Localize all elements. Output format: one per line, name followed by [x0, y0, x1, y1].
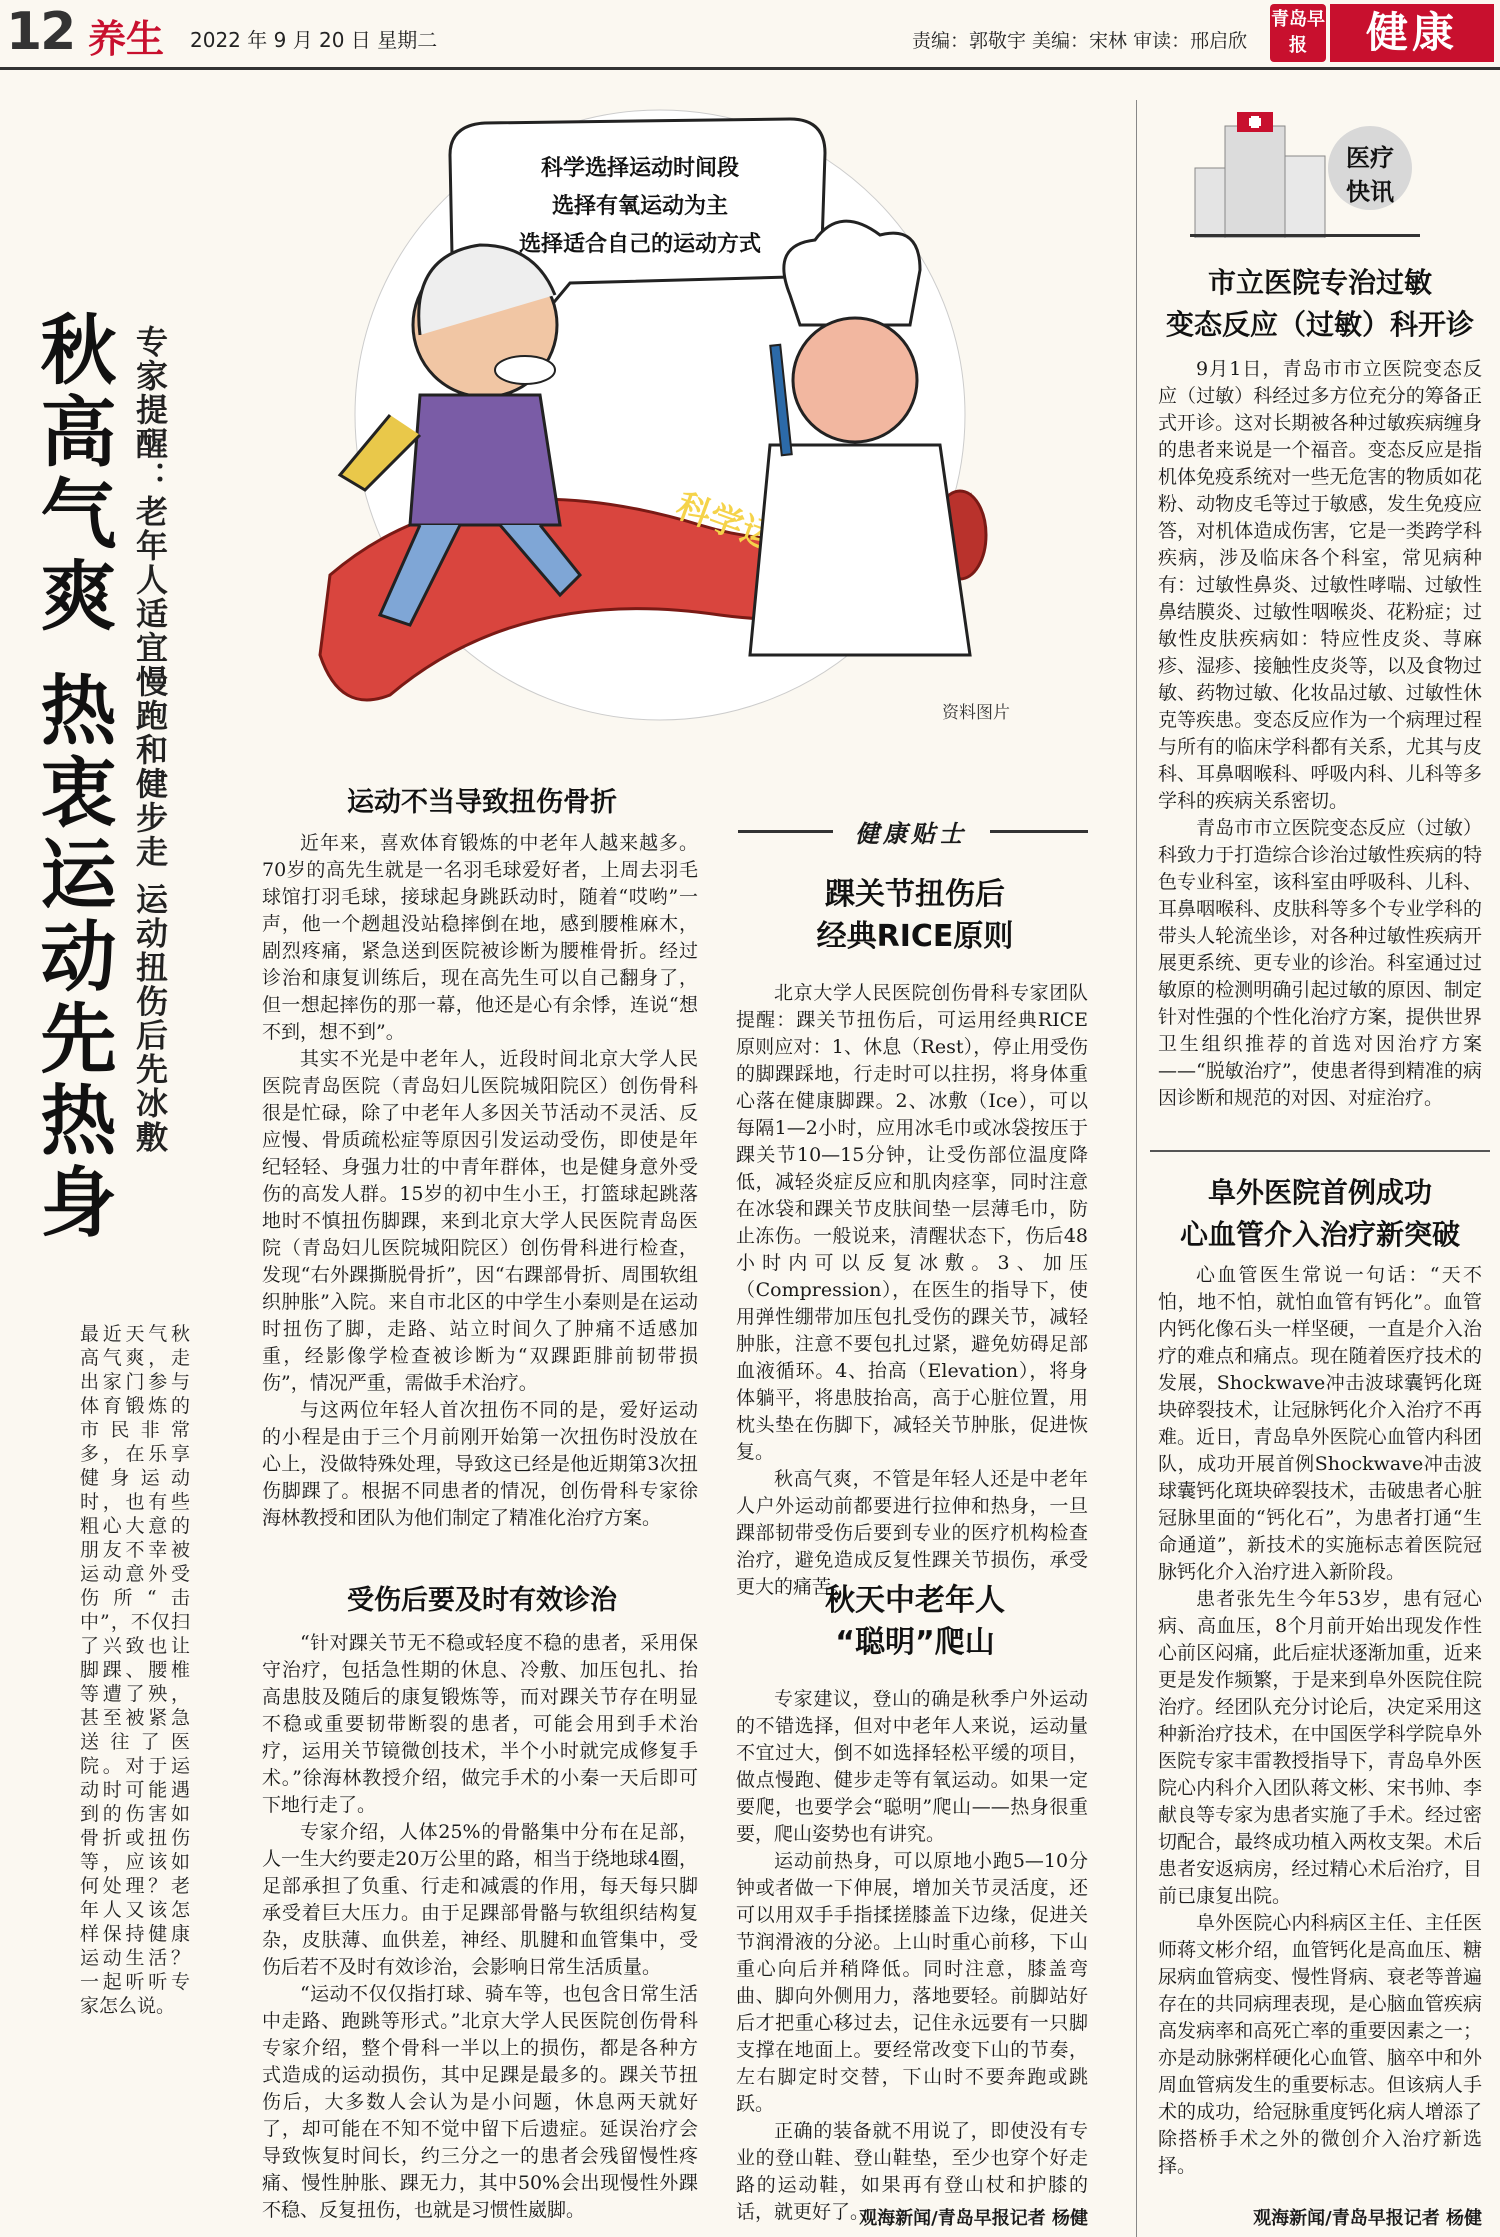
section-name: 养生 — [88, 17, 165, 61]
paragraph: 近年来，喜欢体育锻炼的中老年人越来越多。70岁的高先生就是一名羽毛球爱好者，上周去羽毛球馆打羽毛球，接球起身跳跃动时，随着“哎哟”一声，他一个趔趄没站稳摔倒在地，感到腰椎麻木，剧烈疼痛，紧急送到医院被诊断为腰椎骨折。经过诊治和康复训练后，现在高先生可以自己翻身了，但一想起摔伤的那一幕，他还是心有余悸，连说“想不到，想不到”。 — [262, 832, 698, 1043]
news1-heading-line: 市立医院专治过敏 — [1207, 266, 1432, 299]
paragraph: “运动不仅仅指打球、骑车等，也包含日常生活中走路、跑跳等形式。”北京大学人民医院创伤骨科专家介绍，整个骨科一半以上的损伤，都是各种方式造成的运动损伤，其中足踝是最多的。踝关节扭伤后，大多数人会认为是小问题，休息两天就好了，却可能在不知不觉中留下后遗症。延误治疗会导致恢复时间长，约三分之一的患者会残留慢性疼痛、慢性肿胀、踝无力，其中50%会出现慢性外踝不稳、反复扭伤，也就是习惯性崴脚。 — [262, 1983, 698, 2221]
paragraph: 青岛市市立医院变态反应（过敏）科致力于打造综合诊治过敏性疾病的特色专业科室，该科室由呼吸科、儿科、耳鼻咽喉科、皮肤科等多个专业学科的带头人轮流坐诊，对各种过敏性疾病开展更系统、更专业的诊治。科室通过过敏原的检测明确引起过敏的原因、制定针对性强的个性化治疗方案，提供世界卫生组织推荐的首选对因治疗方案——“脱敏治疗”，使患者得到精准的病因诊断和规范的对因、对症治疗。 — [1158, 817, 1482, 1109]
paragraph: 9月1日，青岛市市立医院变态反应（过敏）科经过多方位充分的筹备正式开诊。这对长期被各种过敏疾病缠身的患者来说是一个福音。变态反应是指机体免疫系统对一些无危害的物质如花粉、动物皮毛等过于敏感，发生免疫应答，对机体造成伤害，它是一类跨学科疾病，涉及临床各个科室，常见病种有：过敏性鼻炎、过敏性哮喘、过敏性鼻结膜炎、过敏性咽喉炎、花粉症；过敏性皮肤疾病如：特应性皮炎、荨麻疹、湿疹、接触性皮炎等，以及食物过敏、药物过敏、化妆品过敏、过敏性休克等疾患。变态反应作为一个病理过程与所有的临床学科都有关系，尤其与皮科、耳鼻咽喉科、呼吸内科、儿科等多学科的疾病关系密切。 — [1158, 358, 1482, 812]
tip2-body — [736, 1686, 1088, 2226]
news1-heading — [1145, 262, 1495, 346]
badge-line-2: 快讯 — [1346, 178, 1394, 206]
bubble-line-2: 选择有氧运动为主 — [551, 194, 729, 219]
tip1-heading — [730, 874, 1100, 958]
main-headline: 秋高气爽 热衷运动先热身 — [28, 310, 117, 1245]
doctor-body — [750, 445, 970, 655]
badge-line-1: 医疗 — [1346, 144, 1394, 172]
elderly-man-body — [410, 395, 560, 525]
staff-credits: 责编：郭敬宇 美编：宋林 审读：邢启欣 — [912, 30, 1248, 52]
paragraph: 其实不光是中老年人，近段时间北京大学人民医院青岛医院（青岛妇儿医院城阳院区）创伤骨科很是忙碌，除了中老年人多因关节活动不灵活、反应慢、骨质疏松症等原因引发运动受伤，即使是年纪轻轻、身强力壮的中青年群体，也是健身意外受伤的高发人群。15岁的初中生小王，打篮球起跳落地时不慎扭伤脚踝，来到北京大学人民医院青岛医院（青岛妇儿医院城阳院区）创伤骨科进行检查，发现“右外踝撕脱骨折”，因“右踝部骨折、周围软组织肿胀”入院。来自市北区的中学生小秦则是在运动时扭伤了脚，走路、站立时间久了肿痛不适感加重，经影像学检查被诊断为“双踝距腓前韧带损伤”，情况严重，需做手术治疗。 — [262, 1048, 698, 1394]
paragraph: “针对踝关节无不稳或轻度不稳的患者，采用保守治疗，包括急性期的休息、冷敷、加压包扎、抬高患肢及随后的康复锻炼等，而对踝关节存在明显不稳或重要韧带断裂的患者，可能会用到手术治疗，运用关节镜微创技术，半个小时就完成修复手术。”徐海林教授介绍，做完手术的小秦一天后即可下地行走了。 — [262, 1632, 698, 1816]
tip1-heading-line: 经典RICE原则 — [816, 919, 1014, 954]
paragraph: 正确的装备就不用说了，即使没有专业的登山鞋、登山鞋垫，至少也穿个好走路的运动鞋，如果再有登山杖和护膝的话，就更好了。 — [736, 2120, 1088, 2223]
photo-credit: 资料图片 — [942, 703, 1010, 723]
news1-body — [1158, 356, 1482, 1112]
sub-headline: 专家提醒：老年人适宜慢跑和健步走 运动扭伤后先冰敷 — [131, 325, 169, 1155]
paragraph: 专家建议，登山的确是秋季户外运动的不错选择，但对中老年人来说，运动量不宜过大，倒不如选择轻松平缓的项目，做点慢跑、健步走等有氧运动。如果一定要爬，也要学会“聪明”爬山——热身很重要，爬山姿势也有讲究。 — [736, 1688, 1088, 1845]
paragraph: 运动前热身，可以原地小跑5—10分钟或者做一下伸展，增加关节灵活度，还可以用双手手指揉搓膝盖下边缘，促进关节润滑液的分泌。上山时重心前移，下山重心向后并稍降低。同时注意，膝盖弯曲、脚向外侧用力，落地要轻。前脚站好后才把重心移过去，记住永远要有一只脚支撑在地面上。要经常改变下山的节奏，左右脚定时交替，下山时不要奔跑或跳跃。 — [736, 1850, 1088, 2115]
paragraph: 阜外医院心内科病区主任、主任医师蒋文彬介绍，血管钙化是高血压、糖尿病血管病变、慢性肾病、衰老等普遍存在的共同病理表现，是心脑血管疾病高发病率和高死亡率的重要因素之一；亦是动脉粥样硬化心血管、脑卒中和外周血管病发生的重要标志。但该病人手术的成功，给冠脉重度钙化病人增添了除搭桥手术之外的微创介入治疗新选择。 — [1158, 1912, 1482, 2177]
news2-body — [1158, 1262, 1482, 2180]
news2-byline: 观海新闻/青岛早报记者 杨健 — [1253, 2208, 1482, 2229]
newspaper-logo: 青岛早报 — [1270, 4, 1326, 62]
news2-heading-line: 阜外医院首例成功 — [1207, 1176, 1432, 1209]
paragraph: 患者张先生今年53岁，患有冠心病、高血压，8个月前开始出现发作性心前区闷痛，此后症状逐渐加重，近来更是发作频繁，于是来到阜外医院住院治疗。经团队充分讨论后，决定采用这种新治疗技术，在中国医学科学院阜外医院专家丰雷教授指导下，青岛阜外医院心内科介入团队蒋文彬、宋书帅、李献良等专家为患者实施了手术。经过密切配合，最终成功植入两枚支架。术后患者安返病房，经过精心术后治疗，目前已康复出院。 — [1158, 1588, 1482, 1907]
tip2-heading-line: “聪明”爬山 — [835, 1625, 995, 1660]
tip2-heading — [730, 1580, 1100, 1664]
bubble-line-3: 选择适合自己的运动方式 — [518, 232, 762, 257]
divider — [1150, 1150, 1490, 1152]
paragraph: 与这两位年轻人首次扭伤不同的是，爱好运动的小程是由于三个月前刚开始第一次扭伤时没放在心上，没做特殊处理，导致这已经是他近期第3次扭伤脚踝了。根据不同患者的情况，创伤骨科专家徐海林教授和团队为他们制定了精准化治疗方案。 — [262, 1399, 698, 1529]
issue-date: 2022 年 9 月 20 日 星期二 — [190, 28, 438, 52]
paragraph: 专家介绍，人体25%的骨骼集中分布在足部，人一生大约要走20万公里的路，相当于绕地球4圈，足部承担了负重、行走和减震的作用，每天每只脚承受着巨大压力。由于足踝部骨骼与软组织结构复杂，皮肤薄、血供差，神经、肌腱和血管集中，受伤后若不及时有效诊治，会影响日常生活质量。 — [262, 1821, 698, 1978]
tips-label: 健康贴士 — [855, 819, 967, 848]
section1-body — [262, 830, 698, 1532]
news1-heading-line: 变态反应（过敏）科开诊 — [1165, 308, 1474, 341]
cartoon-illustration — [270, 95, 1030, 725]
tip1-heading-line: 踝关节扭伤后 — [825, 877, 1005, 912]
page-number: 12 — [6, 2, 75, 62]
paragraph: 秋高气爽，不管是年轻人还是中老年人户外运动前都要进行拉伸和热身，一旦踝部韧带受伤后要到专业的医疗机构检查治疗，避免造成反复性踝关节损伤，承受更大的痛苦。 — [736, 1468, 1088, 1598]
tip2-byline: 观海新闻/青岛早报记者 杨健 — [859, 2208, 1088, 2229]
section2-heading: 受伤后要及时有效诊治 — [347, 1585, 617, 1616]
bubble-line-1: 科学选择运动时间段 — [540, 156, 740, 181]
section1-heading: 运动不当导致扭伤骨折 — [347, 787, 617, 818]
doctor-head — [793, 318, 917, 442]
column-title: 健康 — [1330, 4, 1494, 62]
paragraph: 北京大学人民医院创伤骨科专家团队提醒：踝关节扭伤后，可运用经典RICE原则应对：1、休息（Rest），停止用受伤的脚踝踩地，行走时可以拄拐，将身体重心落在健康脚踝。2、冰敷（Ice），可以每隔1—2小时，应用冰毛巾或冰袋按压于踝关节10—15分钟，让受伤部位温度降低，减轻炎症反应和肌肉痉挛，同时注意在冰袋和踝关节皮肤间垫一层薄毛巾，防止冻伤。一般说来，清醒状态下，伤后48小时内可以反复冰敷。3、加压（Compression），在医生的指导下，使用弹性绷带加压包扎受伤的踝关节，减轻肿胀，注意不要包扎过紧，避免妨碍足部血液循环。4、抬高（Elevation），将身体躺平，将患肢抬高，高于心脏位置，用枕头垫在伤脚下，减轻关节肿胀，促进恢复。 — [736, 982, 1088, 1463]
tip2-heading-line: 秋天中老年人 — [825, 1583, 1005, 1618]
paragraph: 心血管医生常说一句话：“天不怕，地不怕，就怕血管有钙化”。血管内钙化像石头一样坚硬，一直是介入治疗的难点和痛点。现在随着医疗技术的发展，Shockwave冲击波球囊钙化斑块碎裂技术，让冠脉钙化介入治疗不再难。近日，青岛阜外医院心血管内科团队，成功开展首例Shockwave冲击波球囊钙化斑块碎裂技术，击破患者心脏冠脉里面的“钙化石”，为患者打通“生命通道”，新技术的实施标志着医院冠脉钙化介入治疗进入新阶段。 — [1158, 1264, 1482, 1583]
news2-heading-line: 心血管介入治疗新突破 — [1179, 1218, 1460, 1251]
section2-body — [262, 1630, 698, 2224]
tips-label-bar — [738, 814, 1088, 848]
lede-paragraph: 最近天气秋高气爽，走出家门参与体育锻炼的市民非常多，在乐享健身运动时，也有些粗心大意的朋友不幸被运动意外受伤所“击中”，不仅扫了兴致也让脚踝、腰椎等遭了殃，甚至被紧急送往了医院。对于运动时可能遇到的伤害如骨折或扭伤等，应该如何处理？老年人又该怎样保持健康运动生活？一起听听专家怎么说。 — [80, 1323, 190, 2017]
news2-heading — [1145, 1172, 1495, 1256]
tip1-body — [736, 980, 1088, 1601]
hospital-icon — [1185, 108, 1425, 238]
